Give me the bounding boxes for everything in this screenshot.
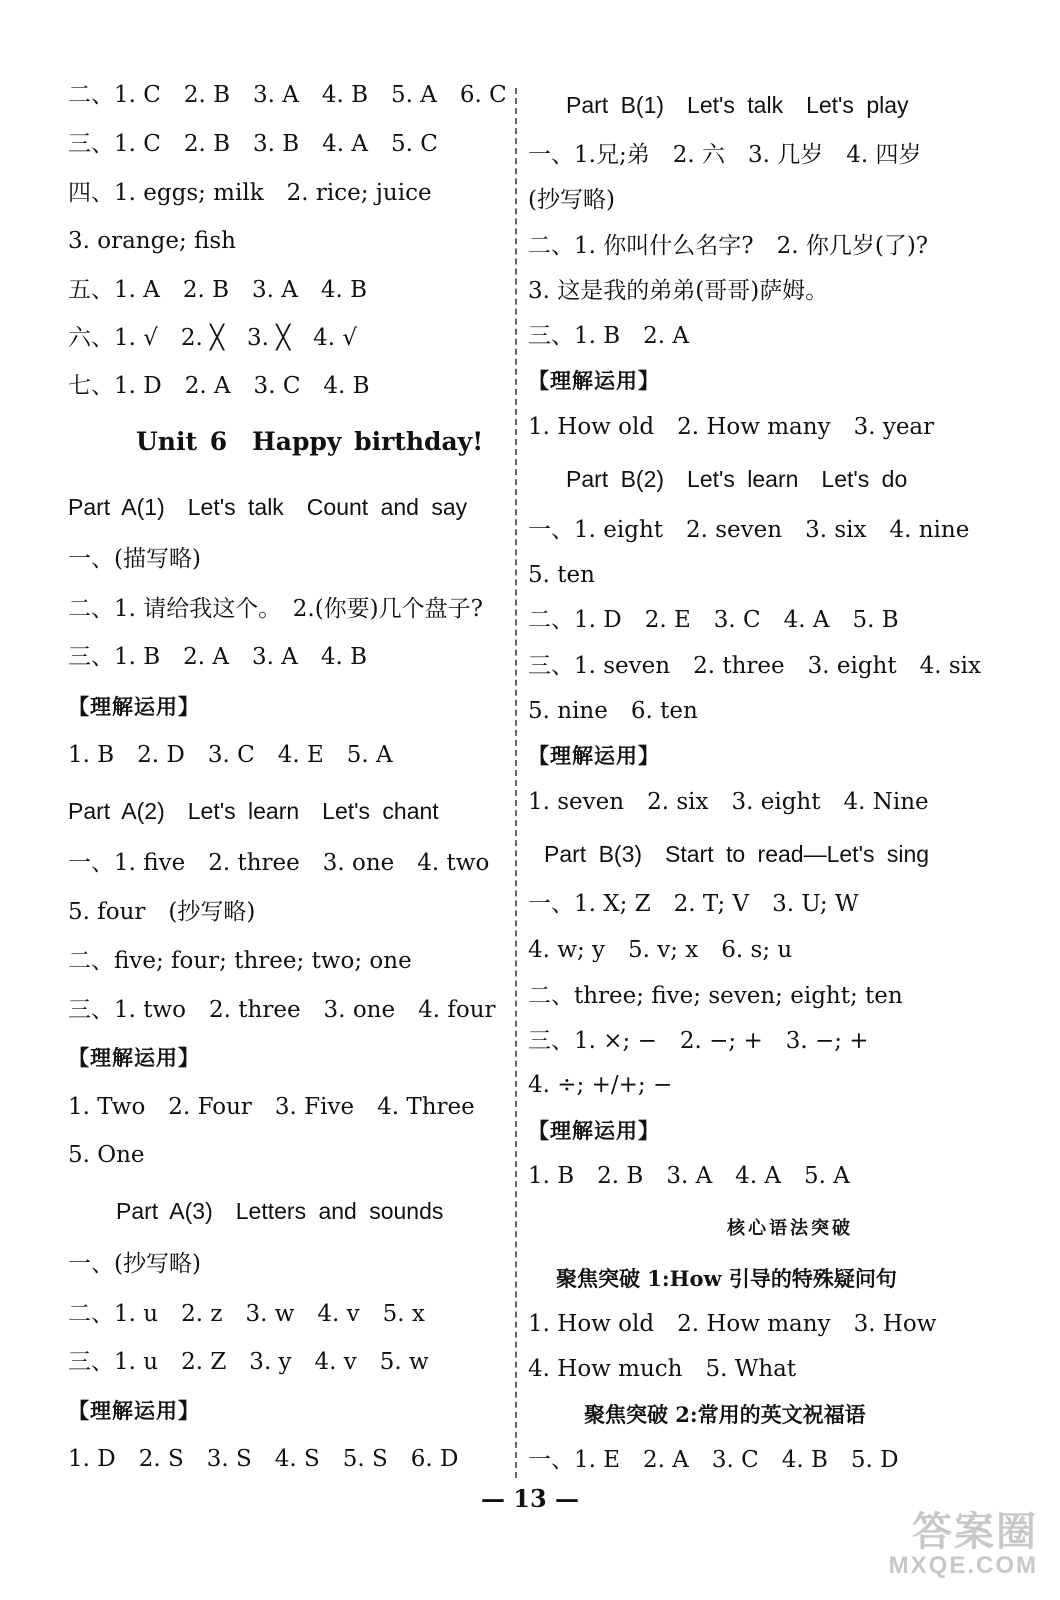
section-label: 【理解运用】 [68,1045,200,1070]
answer-line: 1. seven 2. six 3. eight 4. Nine [528,789,929,815]
focus-heading: 聚焦突破 2:常用的英文祝福语 [584,1402,866,1427]
answer-line: 二、1. 你叫什么名字? 2. 你几岁(了)? [528,233,929,259]
answer-line: 七、1. D 2. A 3. C 4. B [68,373,370,399]
section-label: 【理解运用】 [68,694,200,719]
page-number: — 13 — [480,1484,580,1513]
answer-line: 二、three; five; seven; eight; ten [528,983,903,1009]
answer-line: 一、1.兄;弟 2. 六 3. 几岁 4. 四岁 [528,142,922,168]
answer-line: 4. w; y 5. v; x 6. s; u [528,937,793,963]
answer-line: 三、1. B 2. A [528,323,690,349]
answer-line: 5. nine 6. ten [528,698,698,724]
section-label: 【理解运用】 [528,1118,660,1143]
answer-line: (抄写略) [528,187,615,213]
answer-line: 一、1. five 2. three 3. one 4. two [68,850,490,876]
answer-line: 3. orange; fish [68,228,236,254]
answer-line: 5. ten [528,562,595,588]
answer-line: 1. Two 2. Four 3. Five 4. Three [68,1094,475,1120]
answer-line: 1. D 2. S 3. S 4. S 5. S 6. D [68,1446,459,1472]
answer-line: 1. How old 2. How many 3. year [528,414,935,440]
unit-title: Unit 6 Happy birthday! [136,427,484,456]
part-heading: Part B(3) Start to read—Let's sing [544,841,930,867]
answer-line: 1. B 2. D 3. C 4. E 5. A [68,742,393,768]
answer-line: 三、1. C 2. B 3. B 4. A 5. C [68,131,438,157]
answer-line: 三、1. ×; − 2. −; + 3. −; + [528,1028,869,1054]
answer-line: 一、1. eight 2. seven 3. six 4. nine [528,517,970,543]
answer-line: 3. 这是我的弟弟(哥哥)萨姆。 [528,278,829,304]
answer-line: 4. How much 5. What [528,1356,797,1382]
answer-line: 5. One [68,1142,145,1168]
section-label: 【理解运用】 [528,368,660,393]
section-label: 【理解运用】 [528,743,660,768]
answer-line: 六、1. √ 2. ╳ 3. ╳ 4. √ [68,325,358,351]
answer-line: 二、five; four; three; two; one [68,948,412,974]
part-heading: Part A(2) Let's learn Let's chant [68,798,439,824]
column-divider [515,88,517,1478]
answer-line: 二、1. u 2. z 3. w 4. v 5. x [68,1301,425,1327]
answer-line: 1. B 2. B 3. A 4. A 5. A [528,1163,850,1189]
part-heading: Part A(3) Letters and sounds [116,1198,444,1224]
answer-line: 一、1. E 2. A 3. C 4. B 5. D [528,1447,899,1473]
answer-line: 4. ÷; +/+; − [528,1072,673,1098]
answer-line: 一、1. X; Z 2. T; V 3. U; W [528,891,859,917]
answer-line: 四、1. eggs; milk 2. rice; juice [68,180,432,206]
answer-line: 五、1. A 2. B 3. A 4. B [68,277,368,303]
core-grammar-heading: 核心语法突破 [727,1218,853,1239]
answer-line: 一、(抄写略) [68,1251,201,1277]
answer-line: 二、1. D 2. E 3. C 4. A 5. B [528,607,899,633]
answer-line: 二、1. C 2. B 3. A 4. B 5. A 6. C [68,82,507,108]
section-label: 【理解运用】 [68,1398,200,1423]
answer-line: 二、1. 请给我这个。 2.(你要)几个盘子? [68,596,483,622]
answer-line: 一、(描写略) [68,546,201,572]
part-heading: Part A(1) Let's talk Count and say [68,494,468,520]
watermark-logo [866,1500,1046,1590]
answer-line: 三、1. B 2. A 3. A 4. B [68,644,368,670]
watermark-cn: 答案圈 [912,1510,1038,1554]
answer-line: 三、1. seven 2. three 3. eight 4. six [528,653,982,679]
watermark-en: MXQE.COM [888,1552,1038,1579]
part-heading: Part B(2) Let's learn Let's do [566,466,908,492]
focus-heading: 聚焦突破 1:How 引导的特殊疑问句 [556,1266,897,1291]
answer-line: 三、1. two 2. three 3. one 4. four [68,997,496,1023]
part-heading: Part B(1) Let's talk Let's play [566,92,909,118]
answer-line: 三、1. u 2. Z 3. y 4. v 5. w [68,1349,429,1375]
answer-line: 1. How old 2. How many 3. How [528,1311,937,1337]
answer-line: 5. four (抄写略) [68,899,256,925]
